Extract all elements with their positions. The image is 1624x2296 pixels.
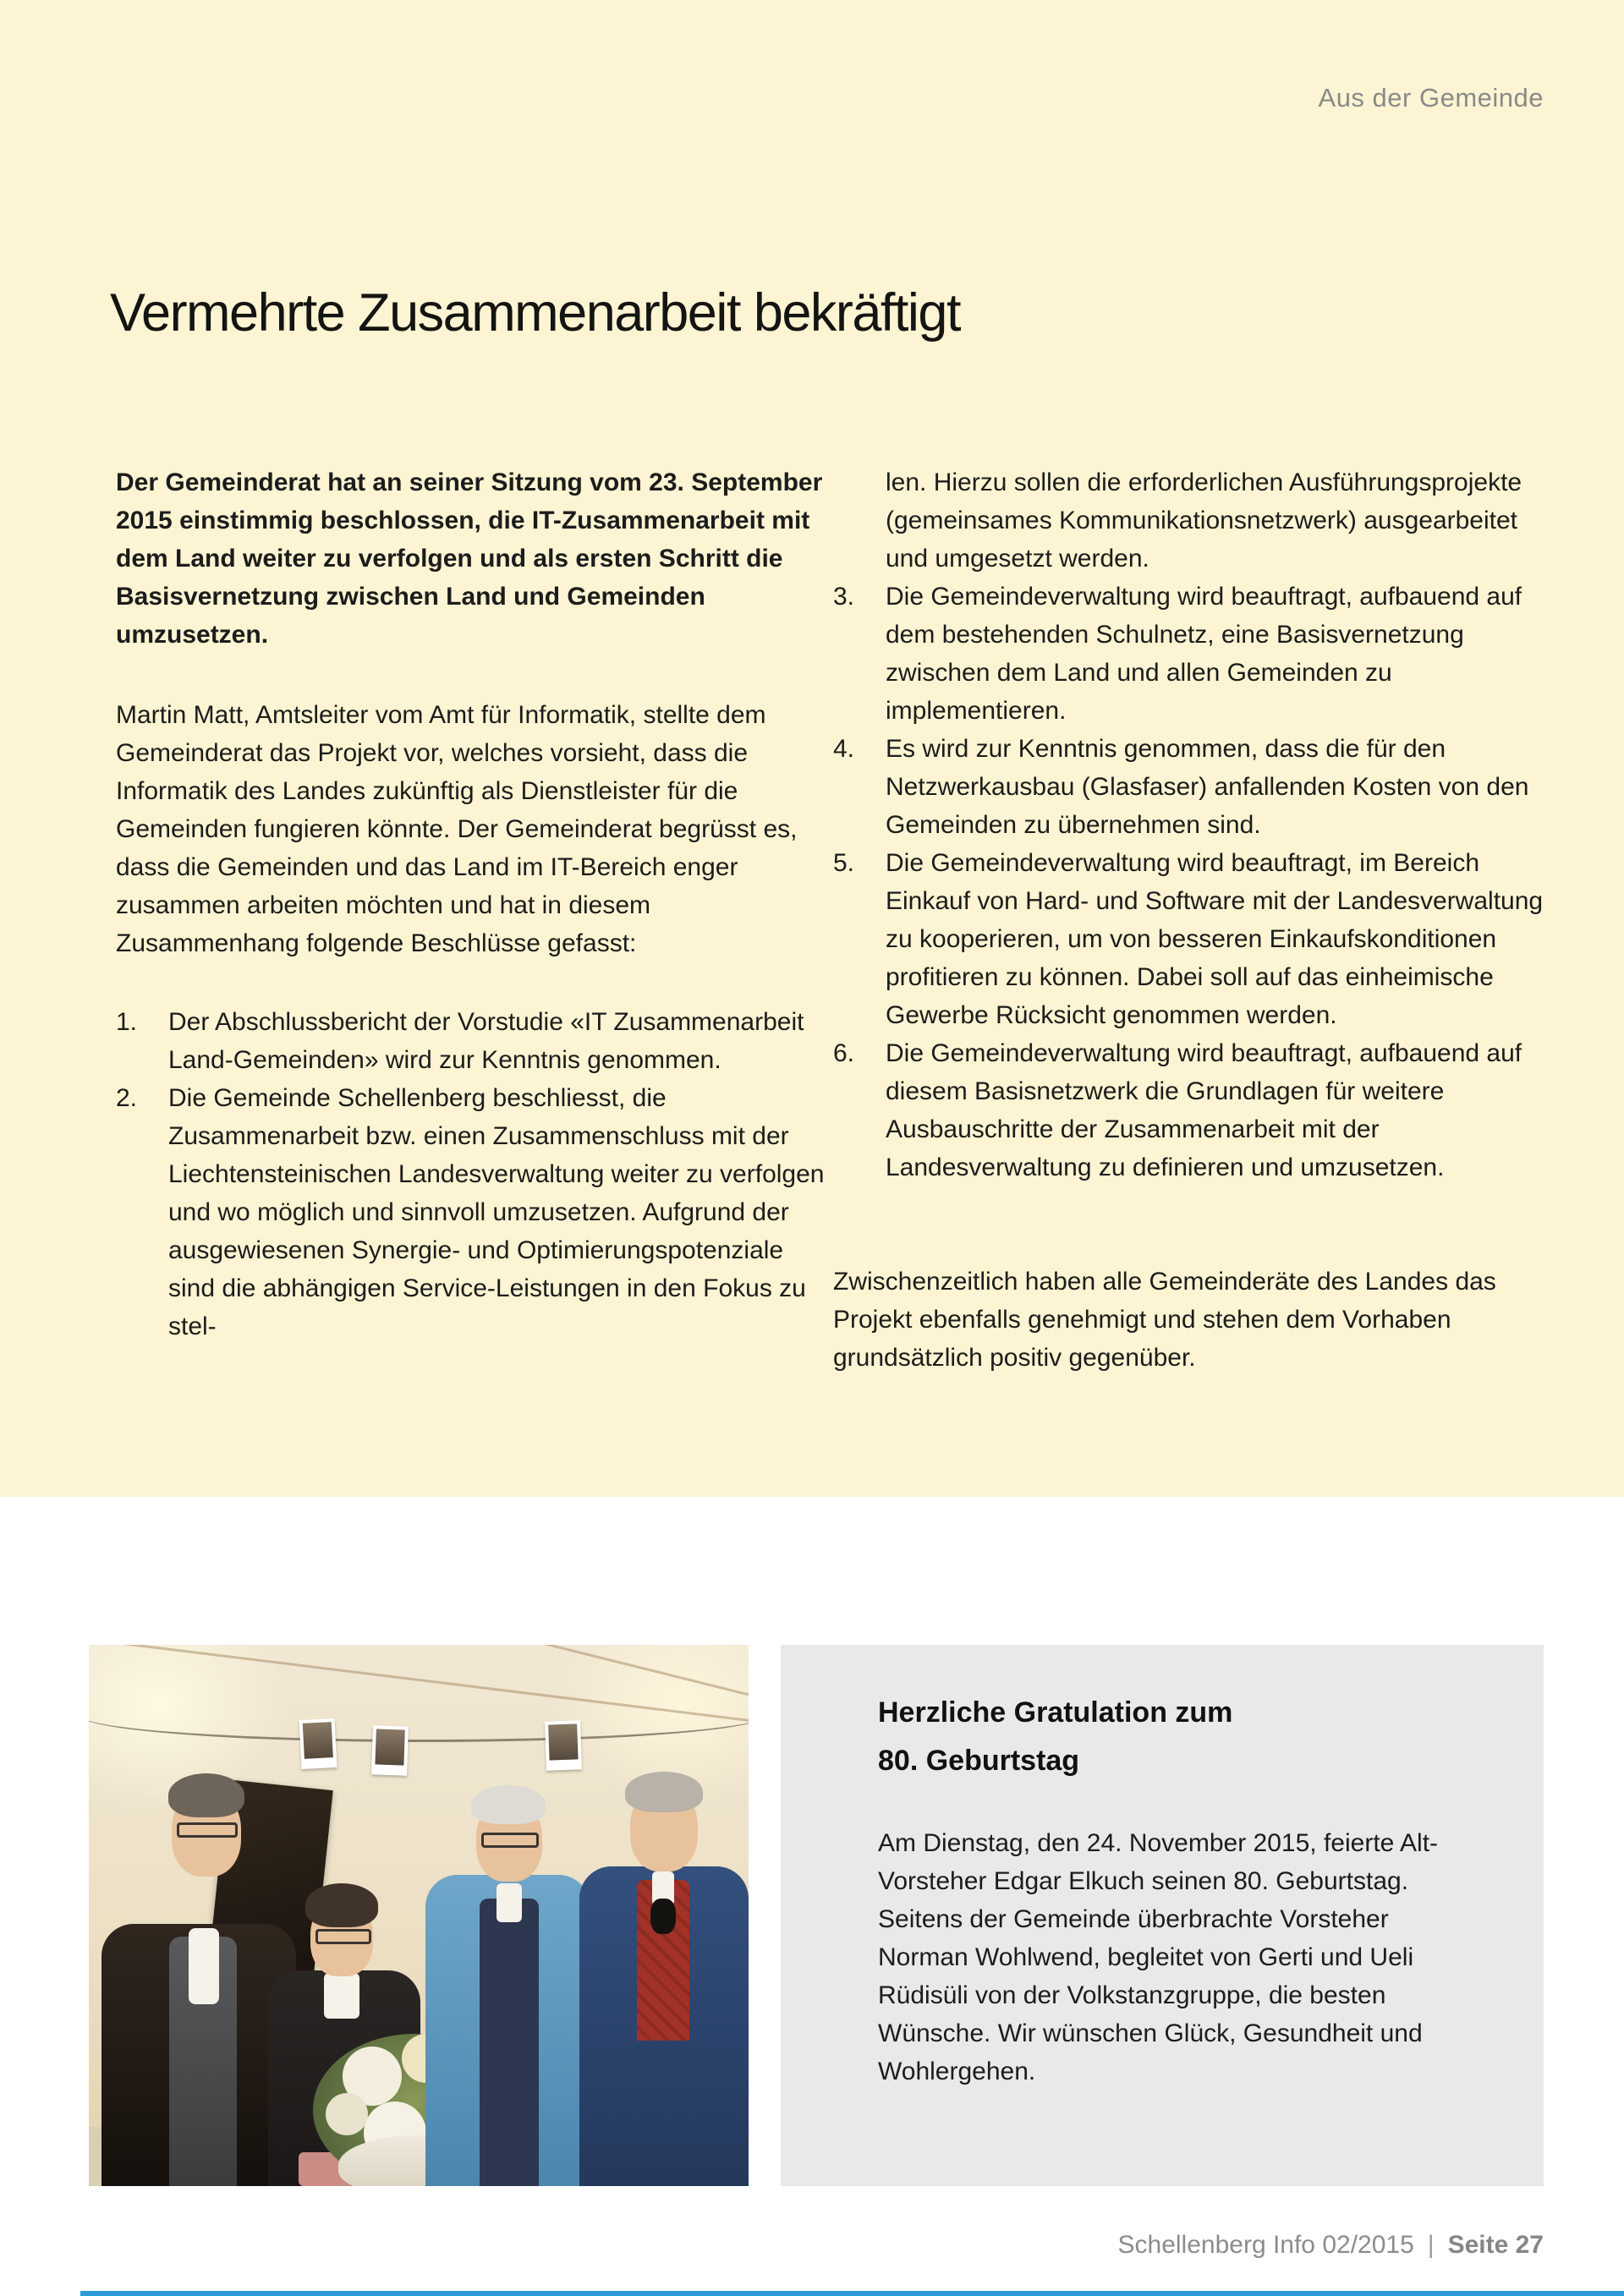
group-photo — [89, 1645, 749, 2186]
bottom-accent-bar — [80, 2291, 1624, 2296]
body-paragraph: Martin Matt, Amtsleiter vom Amt für Informatik, stellte dem Gemeinderat das Projekt vor, welches vorsieht, dass die Informatik des Landes zukünftig als Dienstleister für die Gemeinden fungieren könnte. Der Gemeinderat begrüsst es, dass die Gemeinden und das Land im IT-Bereich enger zusammen arbeiten möchten und hat in diesem Zusammenhang folgende Beschlüsse gefasst: — [116, 701, 798, 957]
hair — [168, 1773, 244, 1817]
navy-sweater — [480, 1899, 539, 2186]
list-item-number: 1. — [116, 1008, 138, 1036]
box-heading-line2: 80. Geburtstag — [878, 1745, 1080, 1777]
list-item-text: Die Gemeindeverwaltung wird beauftragt, im Bereich Einkauf von Hard- und Software mit der Landesverwaltung zu kooperieren, um von besseren Einkaufskonditionen profitieren zu können. Dabei soll auf das einheimische Gewerbe Rücksicht genommen werden. — [886, 849, 1544, 1029]
white-shirt — [497, 1883, 522, 1922]
hanging-portrait-photo — [545, 1720, 582, 1770]
list-item — [116, 1079, 825, 1345]
list-item-text: Die Gemeindeverwaltung wird beauftragt, aufbauend auf dem bestehenden Schulnetz, eine Basisvernetzung zwischen dem Land und allen Gemeinden zu implementieren. — [886, 583, 1522, 725]
footer-separator: | — [1427, 2231, 1435, 2259]
list-item-number: 3. — [833, 583, 855, 611]
box-heading-line1: Herzliche Gratulation zum — [878, 1696, 1233, 1729]
footer-issue: Schellenberg Info 02/2015 — [1117, 2231, 1414, 2259]
photo-garland-string — [89, 1689, 749, 1742]
list-item — [833, 1034, 1548, 1186]
article-column-right — [833, 463, 1548, 1377]
intro-paragraph: Der Gemeinderat hat an seiner Sitzung vom 23. September 2015 einstimmig beschlossen, die IT-Zusammenarbeit mit dem Land weiter zu verfolgen und als ersten Schritt die Basisvernetzung zwischen Land und Gemeinden umzusetzen. — [116, 469, 823, 649]
glasses — [315, 1929, 371, 1944]
hanging-portrait-photo — [371, 1725, 409, 1775]
hanging-portrait-photo — [299, 1718, 337, 1769]
gray-hair — [625, 1772, 703, 1812]
list-item-number: 4. — [833, 735, 855, 763]
portrait-thumb — [375, 1729, 404, 1765]
page-title: Vermehrte Zusammenarbeit bekräftigt — [110, 283, 960, 343]
portrait-thumb — [303, 1722, 333, 1759]
list-item-text: Es wird zur Kenntnis genommen, dass die für den Netzwerkausbau (Glasfaser) anfallenden Kosten von den Gemeinden zu übernehmen sind. — [886, 735, 1529, 839]
list-item-number: 6. — [833, 1039, 855, 1067]
list-item-text: Die Gemeinde Schellenberg beschliesst, die Zusammenarbeit bzw. einen Zusammenschluss mit der Liechtensteinischen Landesverwaltung weiter zu verfolgen und wo möglich und sinnvoll umzusetzen. Aufgrund der ausgewiesenen Synergie- und Optimierungspotenziale sind die abhängigen Service-Leistungen in den Fokus zu stel- — [168, 1084, 825, 1340]
footer-page-number: Seite 27 — [1447, 2231, 1544, 2259]
glasses — [177, 1822, 238, 1838]
white-hair — [471, 1785, 546, 1824]
list-item-text: Der Abschlussbericht der Vorstudie «IT Zusammenarbeit Land-Gemeinden» wird zur Kenntnis genommen. — [168, 1008, 804, 1074]
page-footer — [1118, 2231, 1544, 2260]
portrait-thumb — [548, 1723, 578, 1760]
congratulations-box — [781, 1645, 1544, 2186]
list-item-number: 2. — [116, 1084, 138, 1112]
article-column-left — [116, 463, 825, 1345]
list-item — [833, 578, 1548, 730]
box-heading — [878, 1689, 1487, 1785]
white-shirt — [189, 1928, 219, 2004]
closing-paragraph: Zwischenzeitlich haben alle Gemeinderäte des Landes das Projekt ebenfalls genehmigt und stehen dem Vorhaben grundsätzlich positiv gegenüber. — [833, 1268, 1496, 1372]
list-item — [833, 844, 1548, 1034]
list-item — [116, 1003, 825, 1079]
white-flower — [326, 2093, 368, 2135]
continuation-paragraph: len. Hierzu sollen die erforderlichen Ausführungsprojekte (gemeinsames Kommunikationsnetzwerk) ausgearbeitet und umgesetzt werden. — [886, 469, 1522, 573]
list-item-number: 5. — [833, 849, 855, 877]
box-body-text: Am Dienstag, den 24. November 2015, feierte Alt-Vorsteher Edgar Elkuch seinen 80. Geburtstag. Seitens der Gemeinde überbrachte Vorsteher Norman Wohlwend, begleitet von Gerti und Ueli Rüdisüli von der Volkstanzgruppe, die besten Wünsche. Wir wünschen Glück, Gesundheit und Wohlergehen. — [878, 1829, 1439, 2085]
black-neck-bow — [650, 1899, 676, 1934]
list-item-text: Die Gemeindeverwaltung wird beauftragt, aufbauend auf diesem Basisnetzwerk die Grundlagen für weitere Ausbauschritte der Zusammenarbeit mit der Landesverwaltung zu definieren und umzusetzen. — [886, 1039, 1522, 1181]
glasses — [481, 1833, 539, 1848]
section-kicker: Aus der Gemeinde — [1318, 83, 1544, 112]
hair — [305, 1883, 378, 1927]
list-item — [833, 730, 1548, 844]
